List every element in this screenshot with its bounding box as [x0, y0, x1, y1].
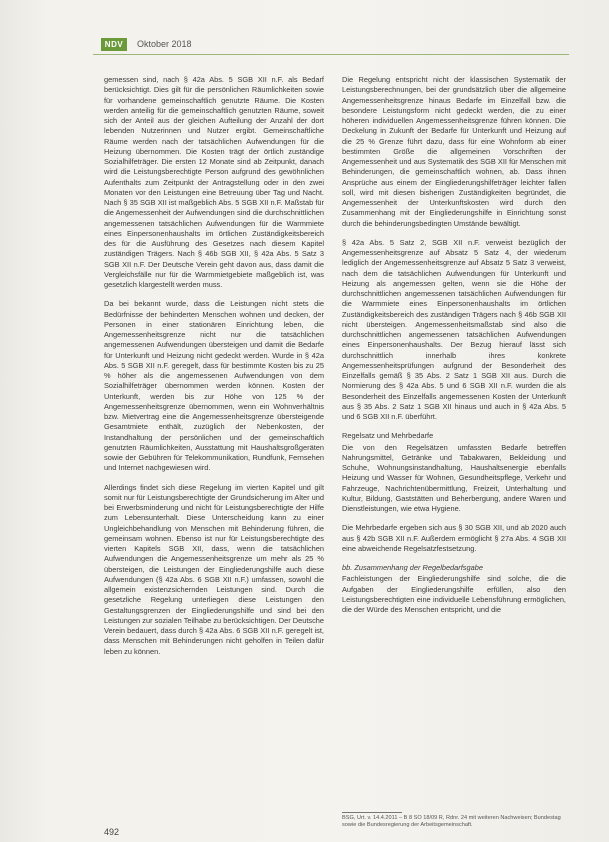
paragraph: § 42a Abs. 5 Satz 2, SGB XII n.F. verweist bezüglich der Angemessenheitsgrenze auf Absatz 5 Satz 4, der wiederum lediglich der Angemessenheitsgrenze auf Absatz 5 Satz 3 verweist, nach dem die tatsächlichen Aufwendungen für Unterkunft und Heizung als angemessen gelten, wenn sie die Höhe der durchschnittlichen angemessenen tatsächlichen Aufwendungen für die Warmmiete eines Einpersonenhaushalts im örtlichen Zuständigkeitsbereich des zuständigen Trägers nach § 46b SGB XII nicht übersteigen. Angemessenheitsmaßstab sind also die durchschnittlichen angemessenen tatsächlichen Aufwendungen eines Einpersonenhaushalts. Der Bezug hierauf lässt sich durchschnittlich innerhalb ihres konkrete Angemessenheitsprüfungen aufgrund der Besonderheit des Einzelfalls gemäß § 35 Abs. 2 Satz 1 SGB XII aus. Durch die Normierung des § 42a Abs. 5 und 6 SGB XII n.F. wurden die als Besonderheit des Einzelfalls angemessenen Kosten der Unterkunft aus § 35 Abs. 2 Satz 1 SGB XII hinaus und auch in § 42a Abs. 5 und 6 SGB XII n.F. überführt.: [342, 237, 566, 421]
right-column: [342, 75, 566, 624]
header-rule: [93, 54, 569, 55]
paragraph: Fachleistungen der Eingliederungshilfe sind solche, die die Aufgaben der Eingliederungshilfe erfüllen, also den Leistungsberechtigten eine individuelle Lebensführung ermöglichen, die der Würde des Menschen entspricht, und die: [342, 574, 566, 614]
running-header: [93, 38, 569, 52]
footnote: BSG, Urt. v. 14.4.2011 – B 8 SO 18/09 R, Rdnr. 24 mit weiteren Nachweisen; Bundestag sowie die Bundesregierung der Arbeitsgemeinschaft.: [342, 815, 561, 828]
footnote-rule: [342, 812, 402, 813]
paragraph: Die von den Regelsätzen umfassten Bedarfe betreffen Nahrungsmittel, Getränke und Tabakwaren, Bekleidung und Schuhe, Wohnungsinstandhaltung, Haushaltsenergie ebenfalls Heizung und Wasser für Wohnen, Gesundheitspflege, Verkehr und Fahrzeuge, Nachrichtenübermittlung, Freizeit, Unterhaltung und Kultur, Bildung, Gaststätten und Beherbergung, andere Waren und Dienstleistungen, wie etwa Hygiene.: [342, 442, 566, 513]
ndv-logo: NDV: [101, 38, 127, 51]
paragraph: Allerdings findet sich diese Regelung im vierten Kapitel und gilt somit nur für Leistungsberechtigte der Grundsicherung im Alter und bei Erwerbsminderung und nicht für Leistungsberechtigte der Hilfe zum Lebensunterhalt. Diese Unterscheidung kann zu einer Ungleichbehandlung von Menschen mit Behinderung führen, die gemeinsam wohnen. Ebenso ist nur für Leistungsberechtigte des vierten Kapitels SGB XII, dass, wenn die tatsächlichen Aufwendungen die Angemessenheitsgrenze um mehr als 25 % übersteigen, die Leistungen der Eingliederungshilfe auch diese Aufwendungen (§ 42a Abs. 6 SGB XII n.F.) umfassen, sowohl die allgemein existenzsichernden Leistungen sind. Durch die gesetzliche Regelung unterliegen diese Leistungen den Gestaltungsgrenzen der Eingliederungshilfe und sind bei den Leistungen zur sozialen Teilhabe zu berücksichtigen. Der Deutsche Verein bedauert, dass durch § 42a Abs. 6 SGB XII n.F. geregelt ist, dass Menschen mit Behinderungen nicht geholfen in Teilen dafür leben zu können.: [104, 482, 324, 656]
section-heading: bb. Zusammenhang der Regelbedarfsgabe: [342, 563, 483, 572]
section-heading: Regelsatz und Mehrbedarfe: [342, 431, 434, 441]
issue-label: Oktober 2018: [137, 39, 192, 49]
paragraph: gemessen sind, nach § 42a Abs. 5 SGB XII n.F. als Bedarf berücksichtigt. Dies gilt für die persönlichen Räumlichkeiten sowie für vorhandene gemeinschaftlich genutzte Räume. Die Kosten werden anteilig für die gemeinschaftlich genutzten Räume, soweit sich der Anteil aus der gleichen Aufteilung der Anzahl der dort lebenden Nutzerinnen und Nutzer ergibt. Gemeinschaftliche Räume werden nach der tatsächlichen Aufwendungen für die Heizung übernommen. Die Kosten trägt der örtlich zuständige Sozialhilfeträger. Die ersten 12 Monate sind ab Zeitpunkt, danach wird die Leistungsberechtigte Person aufgrund des gewöhnlichen Aufenthalts zum Zeitpunkt der Antragstellung oder in den zwei Monaten vor den Leistungen eine Betreuung über Tag und Nacht. Nach § 35 SGB XII ist maßgeblich Abs. 5 SGB XII n.F. Maßstab für die Angemessenheit der Aufwendungen sind die durchschnittlichen angemessenen tatsächlichen Aufwendungen für die Warmmiete eines Einpersonenhaushalts im örtlichen Zuständigkeitsbereich des für die Ausführung des Gesetzes nach diesem Kapitel zuständigen Trägers. Nach § 46b SGB XII, § 42a Abs. 5 Satz 3 SGB XII n.F. Der Deutsche Verein geht davon aus, dass damit die Vergleichsfälle nur für die Warmmietgebiete maßgeblich ist, was gesetzlich klargestellt werden muss.: [104, 75, 324, 289]
paragraph: Die Mehrbedarfe ergeben sich aus § 30 SGB XII, und ab 2020 auch aus § 42b SGB XII n.F. Außerdem ermöglicht § 27a Abs. 4 SGB XII eine abweichende Regelsatzfestsetzung.: [342, 523, 566, 553]
left-column: [104, 75, 324, 666]
paragraph: Die Regelung entspricht nicht der klassischen Systematik der Leistungsberechnungen, bei der grundsätzlich über die allgemeine Angemessenheitsgrenze hinaus Bedarfe im Einzelfall bzw. die besondere Leistungsform nicht gedeckt werden, die zu einer höheren individuellen Angemessenheitsgrenze führen können. Die Deckelung in Zukunft der Bedarfe für Unterkunft und Heizung auf die 25 % Grenze führt dazu, dass für eine Wohnform ab einer bestimmten Größe die allgemeinen Vorschriften der Angemessenheit und aus Systematik des SGB XII für Menschen mit Behinderungen, die gemeinschaftlich wohnen, ab. Dass ihnen Ansprüche aus einem der Eingliederungshilfeträger leichter fallen soll, wird mit diesen bisherigen Zuständigkeiten begründet, die Angemessenheit der Unterkunftskosten wird durch den Zusammenhang mit der Eingliederungshilfe in Einrichtung sonst durch die behinderungsbedingten Umstände bewältigt.: [342, 75, 566, 228]
paragraph: Da bei bekannt wurde, dass die Leistungen nicht stets die Bedürfnisse der behinderten Menschen wohnen und decken, der Personen in einer stationären Einrichtung leben, die Angemessenheitsgrenze nicht nur die tatsächlichen angemessenen Aufwendungen übersteigen und damit die Bedarfe für Unterkunft und Heizung nicht gedeckt werden. Wurde in § 42a Abs. 5 SGB XII n.F. geregelt, dass für bestimmte Kosten bis zu 25 % höher als die angemessenen Aufwendungen von dem Sozialhilfeträger übernommen werden können. Kosten der Unterkunft, werden bis zur Höhe von 125 % der Angemessenheitsgrenze übernommen, wenn ein Wohnverhältnis bzw. Mietvertrag eine die Angemessenheitsgrenze übersteigende Gesamtmiete enthält, zuzüglich der Nebenkosten, der Instandhaltung der persönlichen und der gemeinschaftlich genutzten Räumlichkeiten, Ausstattung mit Haushaltsgroßgeräten sowie der Gebühren für Telekommunikation, Rundfunk, Fernsehen und Internet nachgewiesen wird.: [104, 299, 324, 473]
page-number: 492: [104, 827, 120, 837]
